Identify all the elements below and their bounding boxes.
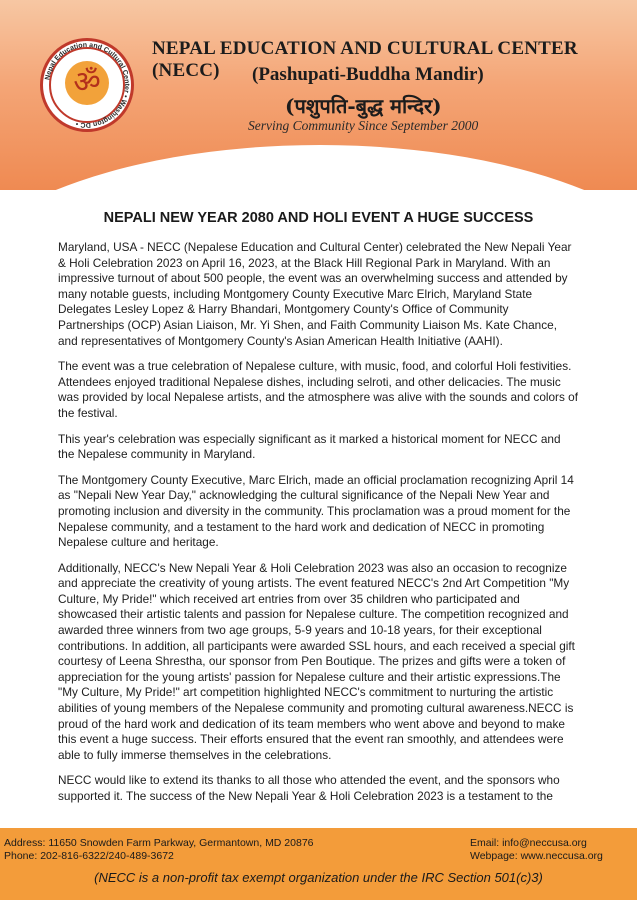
article-paragraph: The event was a true celebration of Nepalese culture, with music, food, and colorful Holi festivities. Attendees enjoyed traditional Nepalese dishes, including selroti, and other delicacies. The music was provided by local Nepalese artists, and the atmosphere was alive with the sounds and colors of the festival. [58, 359, 578, 420]
footer-contact [4, 837, 314, 863]
footer-online [470, 837, 603, 863]
org-tagline: Serving Community Since September 2000 [248, 118, 479, 133]
footer-webpage: Webpage: www.neccusa.org [470, 850, 603, 862]
letterhead-footer [0, 828, 637, 900]
org-name-devanagari: (पशुपति-बुद्ध मन्दिर) [285, 94, 442, 118]
necc-logo [40, 38, 134, 132]
footer-nonprofit-note: (NECC is a non-profit tax exempt organization under the IRC Section 501(c)3) [94, 870, 543, 885]
article-paragraph: This year's celebration was especially significant as it marked a historical moment for NECC and the Nepalese community in Maryland. [58, 431, 561, 462]
article-paragraph: NECC would like to extend its thanks to all those who attended the event, and the sponsors who supported it. The success of the New Nepali Year & Holi Celebration 2023 is a testament to the [58, 773, 560, 803]
article-paragraph: Additionally, NECC's New Nepali Year & Holi Celebration 2023 was also an occasion to recognize and appreciate the creativity of young artists. The event featured NECC's 2nd Art Competition "My Culture, My Pride!" which received art entries from over 35 children who participated and showcased their artistic talents and passion for Nepalese culture. The competition recognized and awarded three winners from two age groups, 5-9 years and 10-18 years, for their exceptional contributions. In addition, all participants were awarded SSL hours, and each received a special gift courtesy of Leena Shrestha, our sponsor from Pen Boutique. The prizes and gifts were a token of appreciation for the young artists' passion for Nepalese culture and their artistic expressions.The "My Culture, My Pride!" art competition highlighted NECC's commitment to nurturing the artistic abilities of young members of the Nepalese community and promoting cultural awareness.NECC is proud of the hard work and dedication of its team members who went above and beyond to make this event a huge success. Their efforts ensured that the event ran smoothly, and attendees were able to fully immerse themselves in the celebrations. [58, 560, 575, 762]
article-paragraph: Maryland, USA - NECC (Nepalese Education and Cultural Center) celebrated the New Nepali Year & Holi Celebration 2023 on April 16, 2023, at the Black Hill Regional Park in Maryland. With an impressive turnout of about 500 people, the event was an overwhelming success and attended by many notable guests, including Montgomery County Executive Marc Elrich, Maryland State Delegates Lesley Lopez & Harry Bhandari, Montgomery County's Office of Community Partnerships (OCP) Asian Liaison, Mr. Yi Shen, and Faith Community Liaison Ms. Kate Chance, and representatives of Montgomery County's Asian American Health Initiative (AAHI). [58, 240, 572, 348]
logo-seal-label: Nepal Education and Cultural Center • Washington DC • [44, 41, 131, 129]
footer-phone: Phone: 202-816-6322/240-489-3672 [4, 850, 174, 862]
footer-address: Address: 11650 Snowden Farm Parkway, Germantown, MD 20876 [4, 837, 314, 849]
om-symbol-icon: ॐ [65, 61, 109, 105]
article-title: NEPALI NEW YEAR 2080 AND HOLI EVENT A HUGE SUCCESS [103, 210, 534, 226]
footer-email: Email: info@neccusa.org [470, 837, 587, 849]
article-paragraph: The Montgomery County Executive, Marc Elrich, made an official proclamation recognizing April 14 as "Nepali New Year Day," acknowledging the cultural significance of the Nepali New Year and promoting inclusion and diversity in the community. This proclamation was a proud moment for the Nepalese community, and a testament to the hard work and dedication of NECC in promoting Nepalese culture and heritage. [58, 472, 574, 550]
org-subtitle: (Pashupati-Buddha Mandir) [252, 64, 484, 85]
header-curve [0, 145, 637, 190]
article-body [58, 240, 578, 808]
org-name: NEPAL EDUCATION AND CULTURAL CENTER (NECC) [152, 38, 578, 81]
